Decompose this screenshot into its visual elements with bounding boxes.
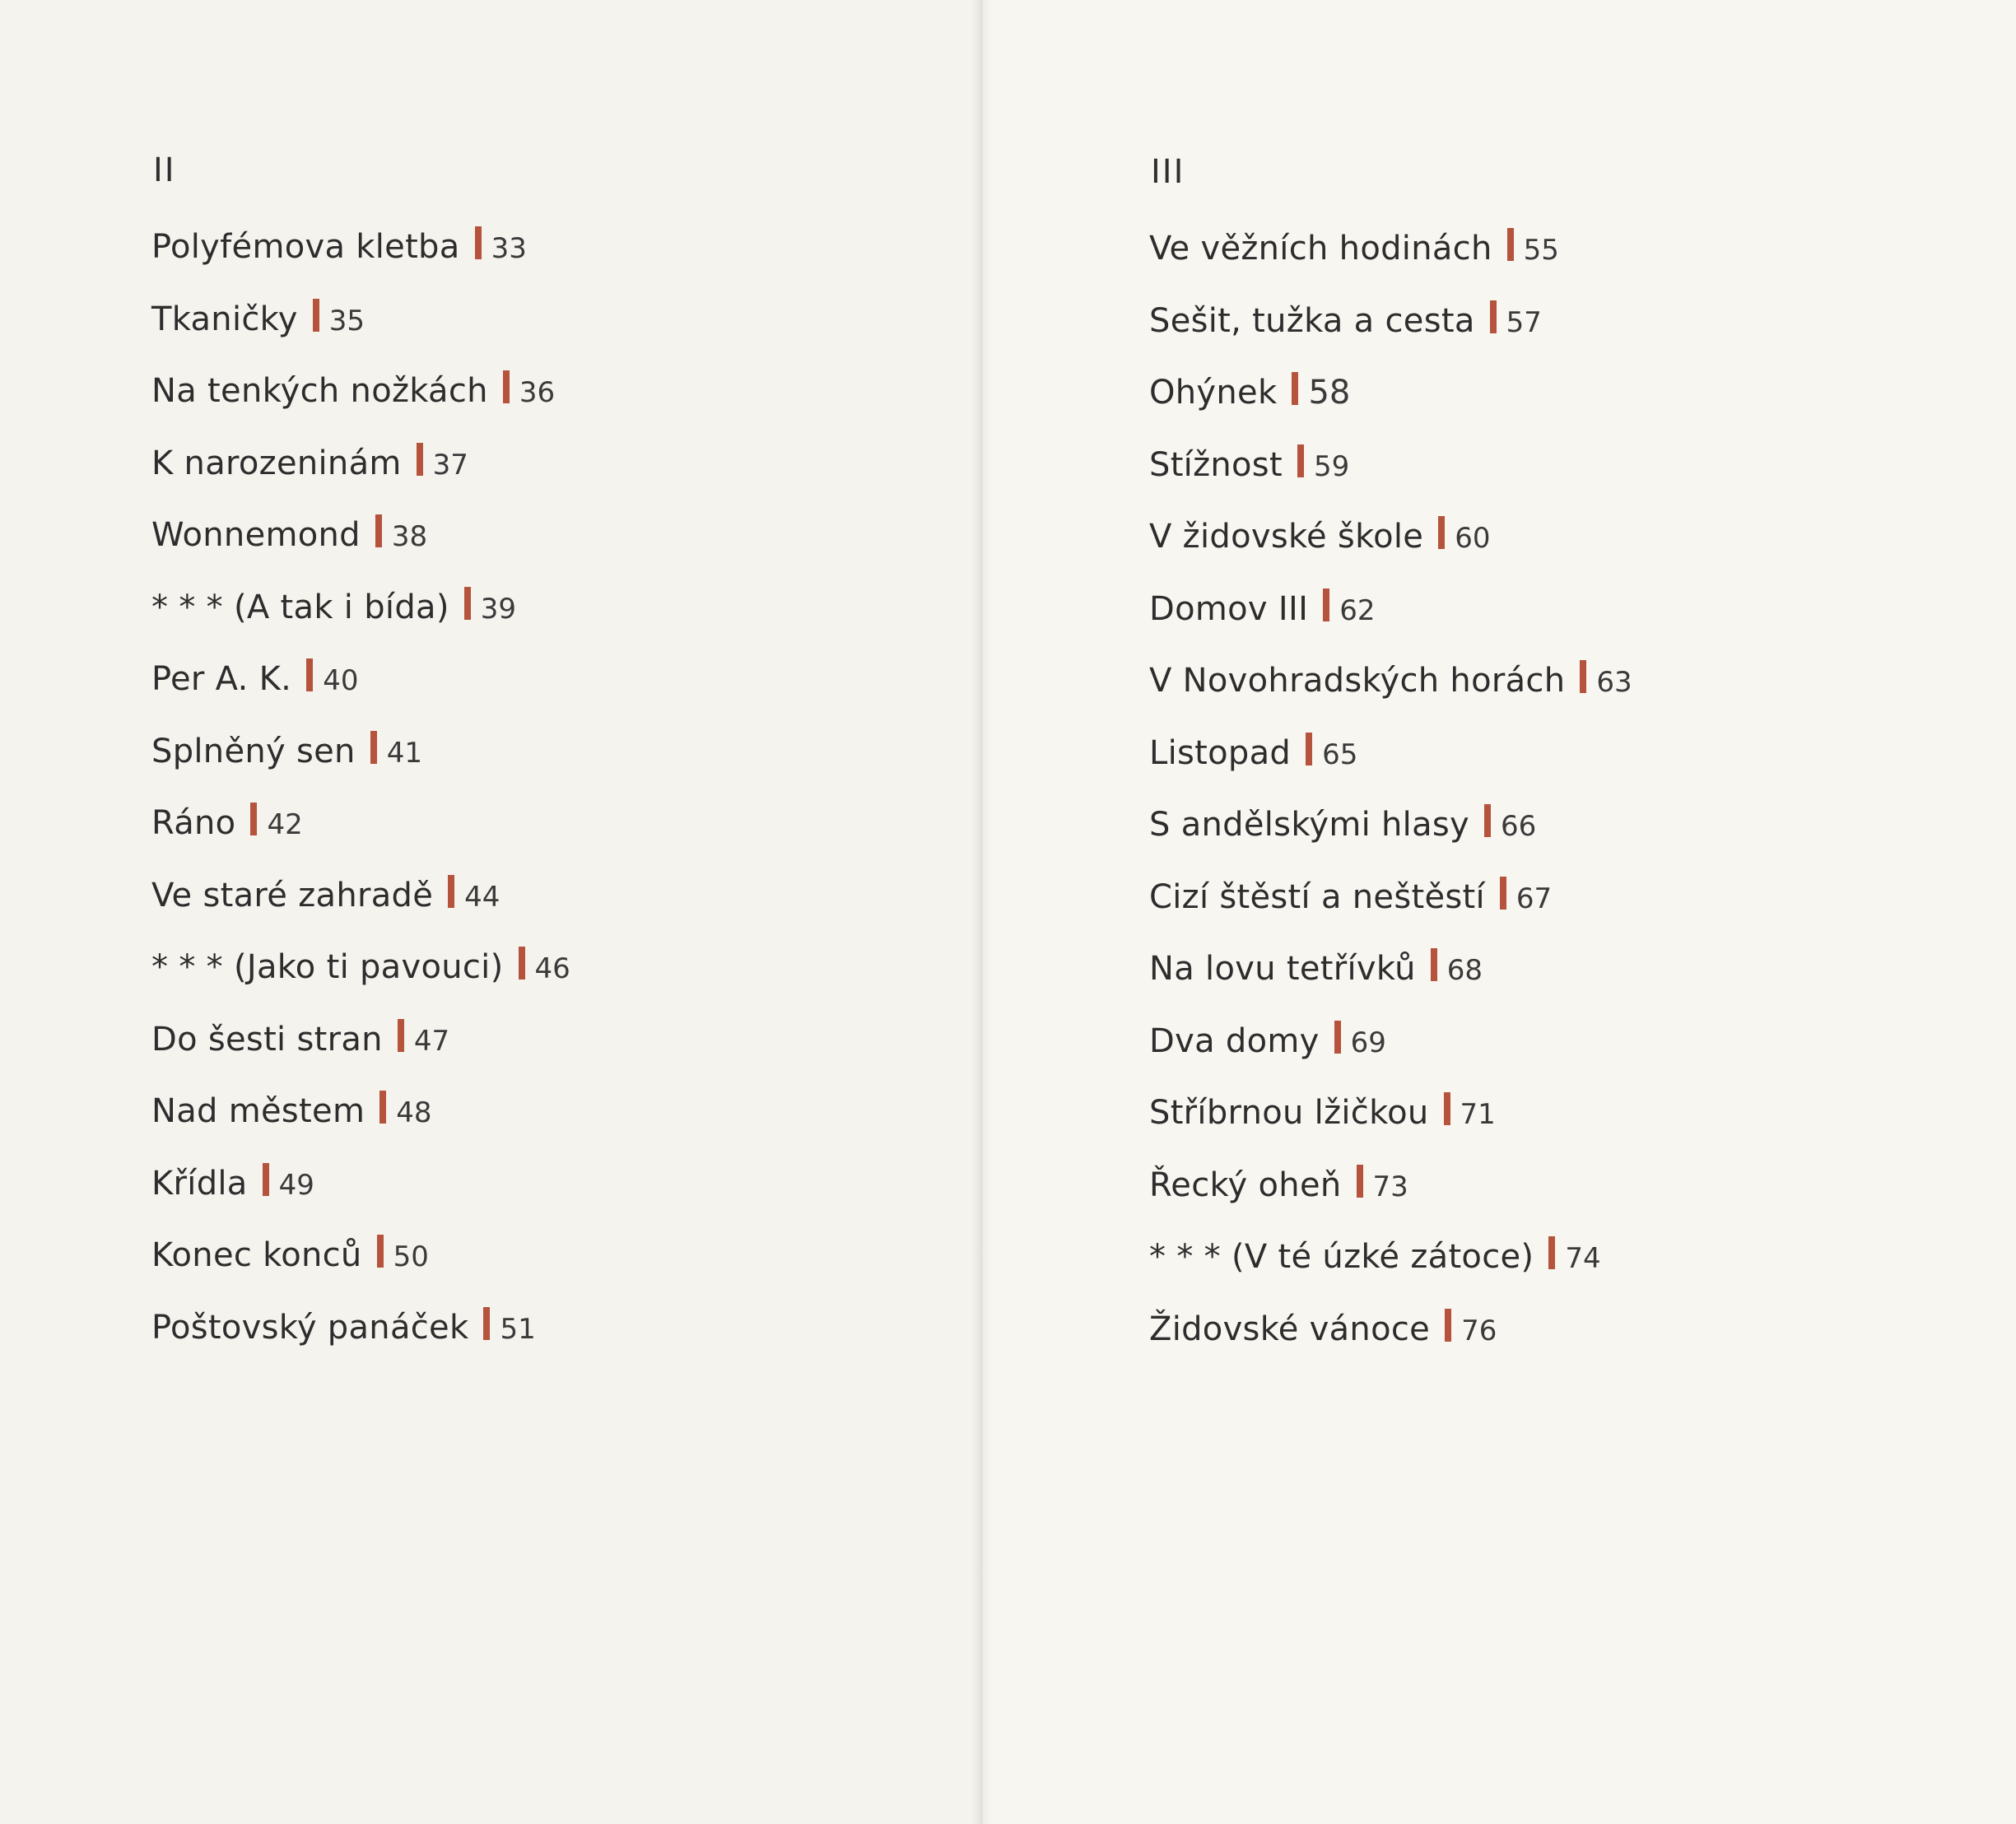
entry-title: * * * (V té úzké zátoce) [1149,1238,1534,1276]
toc-entry [151,654,570,727]
page-number: 33 [491,232,527,265]
page-marker-bar [1507,228,1514,261]
page-number: 57 [1506,305,1542,339]
page-number: 69 [1350,1026,1386,1059]
toc-entry [1149,872,1632,945]
page-number: 59 [1313,449,1350,483]
entry-title: Ve věžních hodinách [1149,230,1492,268]
page-marker-bar [377,1235,384,1268]
page-number: 76 [1461,1314,1497,1347]
page-marker-bar [503,370,510,403]
section-ii [151,150,570,1375]
toc-entry [1149,1305,1632,1377]
left-page [0,0,981,1824]
toc-entry [151,222,570,295]
entry-title: Řecký oheň [1149,1166,1342,1204]
page-number: 38 [391,520,428,553]
section-iii [1149,151,1632,1376]
page-number: 68 [1446,954,1483,987]
toc-entry [1149,224,1632,296]
toc-entry [1149,1161,1632,1233]
entry-title: Tkaničky [151,300,298,338]
entry-title: Listopad [1149,733,1292,772]
page-number: 49 [278,1168,314,1202]
page-marker-bar [1334,1021,1341,1054]
entry-title: Do šesti stran [151,1020,383,1059]
page-marker-bar [483,1307,490,1340]
toc-entry [151,942,570,1015]
page-marker-bar [1323,589,1329,621]
page-marker-bar [1490,300,1497,333]
entry-title: Splněný sen [151,732,356,770]
page-marker-bar [1306,733,1312,765]
page-marker-bar [1444,1092,1450,1125]
page-number: 50 [393,1240,429,1273]
entry-title: Polyfémova kletba [151,228,460,266]
page-marker-bar [1580,660,1586,693]
page-number: 35 [328,304,365,337]
page-number: 62 [1339,593,1376,627]
page-number: 44 [464,880,501,914]
entry-title: Poštovský panáček [151,1308,469,1347]
entry-title: V Novohradských horách [1149,662,1566,700]
page-number: 74 [1565,1242,1601,1275]
entry-title: Dva domy [1149,1021,1320,1060]
toc-entry [1149,800,1632,872]
toc-entry [1149,1088,1632,1161]
page-marker-bar [370,731,377,764]
toc-entry [1149,296,1632,369]
entry-title: Na lovu tetřívků [1149,950,1416,988]
entry-title: Ohýnek [1149,374,1278,412]
page-marker-bar [1438,516,1445,549]
page-number: 71 [1460,1098,1496,1131]
book-gutter [971,0,991,1824]
toc-entry [151,295,570,367]
page-number: 65 [1322,738,1358,771]
entry-title: Nad městem [151,1092,365,1130]
entry-title: Křídla [151,1164,248,1203]
toc-entry [1149,584,1632,657]
page-marker-bar [1292,372,1298,405]
page-number: 37 [432,448,468,482]
toc-entry [1149,728,1632,801]
page-number: 41 [386,736,422,770]
page-number: 73 [1372,1170,1408,1203]
page-marker-bar [379,1091,386,1124]
page-number: 48 [396,1096,432,1129]
toc-entry [1149,440,1632,513]
toc-entry [151,1015,570,1087]
right-page [981,0,2016,1824]
entry-title: Ve staré zahradě [151,876,434,914]
entry-title: Na tenkých nožkách [151,372,488,410]
page-number: 36 [519,376,556,409]
entry-title: S andělskými hlasy [1149,806,1470,844]
toc-entry [151,1231,570,1303]
page-number: 63 [1596,666,1632,699]
toc-entry [151,583,570,655]
toc-entry [1149,944,1632,1017]
page-marker-bar [448,875,454,908]
page-number: 55 [1523,234,1559,267]
toc-entry [151,439,570,511]
page-marker-bar [1445,1309,1451,1342]
page-marker-bar [464,587,471,620]
entry-title: Konec konců [151,1236,362,1274]
toc-entry [151,1159,570,1231]
toc-entry [151,366,570,439]
toc-list [151,222,570,1375]
page-marker-bar [306,658,313,691]
page-number: 51 [500,1312,536,1346]
entry-title: Sešit, tužka a cesta [1149,301,1475,340]
entry-title: Wonnemond [151,516,361,554]
page-marker-bar [417,443,423,476]
page-number: 60 [1455,522,1491,555]
entry-title: * * * (Jako ti pavouci) [151,948,504,986]
entry-title: * * * (A tak i bída) [151,588,449,626]
page-marker-bar [1431,948,1437,981]
section-heading: II [153,151,176,189]
toc-entry [151,1086,570,1159]
page-marker-bar [1484,804,1491,837]
toc-entry [151,871,570,943]
page-marker-bar [1548,1236,1555,1269]
page-marker-bar [519,947,525,979]
page-number: 40 [323,664,359,697]
page-marker-bar [250,803,257,835]
toc-entry [151,798,570,871]
toc-entry [1149,1232,1632,1305]
page-marker-bar [313,299,319,332]
toc-entry [151,510,570,583]
page-number: 67 [1515,882,1553,915]
page-number: 46 [534,952,570,985]
page-marker-bar [398,1019,404,1052]
page-marker-bar [475,226,482,259]
page-marker-bar [1297,444,1304,477]
page-number: 42 [267,808,303,841]
entry-title: Stížnost [1149,445,1283,484]
page-number: 39 [480,592,517,626]
entry-title: Domov III [1149,589,1309,628]
entry-title: V židovské škole [1149,518,1424,556]
entry-title: Stříbrnou lžičkou [1149,1094,1429,1132]
toc-entry [1149,512,1632,584]
entry-title: Židovské vánoce [1149,1310,1431,1348]
toc-entry [1149,1017,1632,1089]
page-number: 66 [1501,810,1537,843]
entry-title: Cizí štěstí a neštěstí [1149,877,1485,916]
toc-entry [151,1303,570,1375]
page-marker-bar [1357,1165,1363,1198]
toc-entry [151,727,570,799]
page-number: 58 [1308,374,1351,412]
page-number: 47 [413,1024,450,1058]
entry-title: Ráno [151,804,236,842]
toc-entry [1149,656,1632,728]
toc-list [1149,224,1632,1376]
entry-title: K narozeninám [151,444,402,482]
page-marker-bar [1500,877,1506,910]
entry-title: Per A. K. [151,660,292,698]
page-marker-bar [375,514,382,547]
section-heading: III [1151,153,1185,191]
page-marker-bar [263,1163,269,1196]
toc-entry [1149,368,1632,440]
